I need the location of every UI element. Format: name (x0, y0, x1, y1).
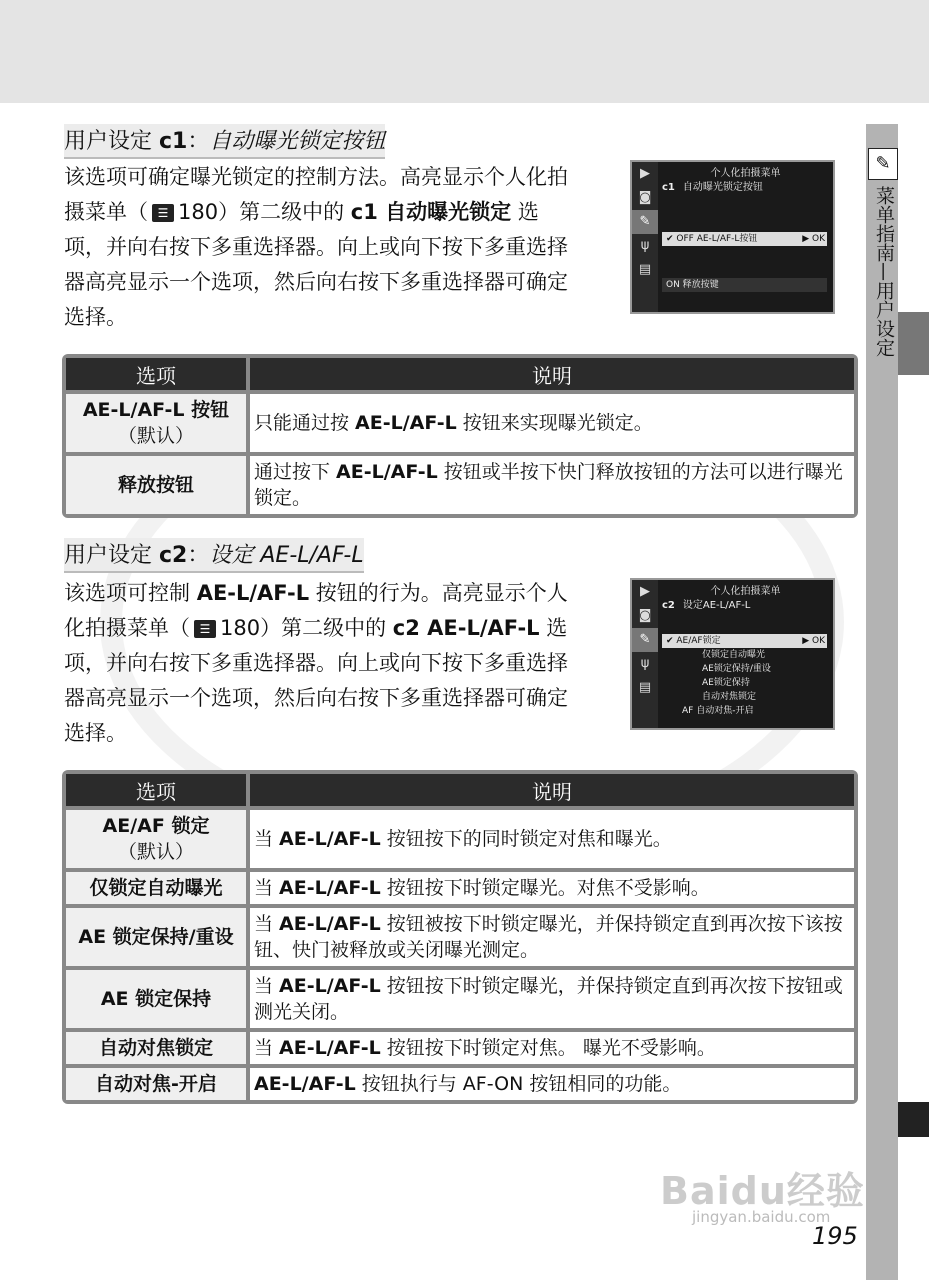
pencil-icon: ✎ (632, 210, 658, 234)
menu-row[interactable] (662, 278, 827, 292)
option-text: AE 锁定保持/重设 (78, 926, 234, 948)
page-ref: 180 (220, 616, 261, 640)
default-marker: （默认） (117, 425, 194, 447)
list-icon: ▤ (638, 262, 652, 277)
title-sep: ： (187, 129, 210, 154)
option-cell (66, 1032, 246, 1064)
text: 选项，并向右按下多重选择器。向上或向下按下多重选择器高亮显示一个选项，然后向右按下多重选择器可确定选择。 (64, 200, 568, 329)
table-row (66, 908, 854, 966)
col-header-option: 选项 (66, 358, 246, 390)
table-row (66, 872, 854, 904)
title-sep: ： (187, 543, 210, 568)
title-code: c1 (159, 129, 188, 154)
table-row (66, 394, 854, 452)
text: 按钮按下时锁定曝光。对焦不受影响。 (380, 877, 710, 899)
menu-row-text: AE锁定保持 (702, 678, 750, 688)
section2-table (62, 770, 858, 1104)
wrench-icon: ψ (640, 238, 650, 253)
menu-row-text: ✔ AE/AF锁定 (666, 636, 721, 646)
wrench-icon: ψ (640, 656, 650, 671)
text: 只能通过按 (254, 412, 356, 434)
option-text: AE/AF 锁定 (102, 815, 210, 837)
menu-subtitle-text: 设定AE-L/AF-L (682, 600, 751, 611)
text: 按钮被按下时锁定曝光，并保持锁定直到再次按下该按钮、快门被释放或关闭曝光测定。 (254, 913, 843, 961)
button-name: AE-L/AF-L (279, 975, 381, 997)
menu-code: c2 (662, 600, 675, 611)
text: 当 (254, 913, 280, 935)
text: 按钮或半按下快门释放按钮的方法可以进行曝光锁定。 (254, 461, 843, 509)
menu-row[interactable] (662, 634, 827, 648)
camera-menu-screen (630, 160, 835, 314)
menu-row[interactable] (662, 662, 827, 676)
option-text: 自动对焦锁定 (98, 1037, 213, 1059)
side-tab-label: 菜单指南—用户设定 (873, 186, 895, 357)
button-name: AE-L/AF-L (279, 828, 381, 850)
playback-icon: ▶ (640, 584, 650, 599)
button-name: AE-L/AF-L (279, 1037, 381, 1059)
text: ）第二级中的 (260, 616, 393, 640)
header-band (0, 0, 929, 103)
title-prefix: 用户设定 (64, 543, 159, 568)
desc-cell (250, 456, 854, 514)
text: 按钮执行与 AF-ON 按钮相同的功能。 (355, 1073, 682, 1095)
option-text: 自动对焦-开启 (95, 1073, 217, 1095)
section1-table (62, 354, 858, 518)
camera-icon: ◙ (638, 608, 652, 623)
menu-row[interactable] (662, 648, 827, 662)
title-code: c2 (159, 543, 188, 568)
text: 当 (254, 877, 280, 899)
text: 按钮的行为。高亮显示个人化拍摄菜单（ (64, 581, 568, 640)
menu-row[interactable] (662, 232, 827, 246)
text: 当 (254, 1037, 280, 1059)
pencil-icon: ✎ (632, 628, 658, 652)
ok-indicator: ▶ OK (802, 636, 825, 646)
text: 按钮按下时锁定曝光，并保持锁定直到再次按下按钮或测光关闭。 (254, 975, 843, 1023)
page-marker (898, 1102, 929, 1137)
menu-code: c1 (662, 182, 675, 193)
option-cell (66, 810, 246, 868)
button-name: AE-L/AF-L (279, 877, 381, 899)
page-number: 195 (812, 1222, 858, 1250)
page-ref-icon: ☰ (194, 620, 216, 638)
option-text: 释放按钮 (117, 474, 194, 496)
text: 该选项可确定曝光锁定的控制方法。高亮显示个人化拍摄菜单（ (64, 165, 568, 224)
title-name: 自动曝光锁定按钮 (209, 129, 386, 154)
desc-cell (250, 1032, 854, 1064)
menu-tab-column (632, 162, 658, 312)
text: 通过按下 (254, 461, 337, 483)
menu-row[interactable] (662, 676, 827, 690)
page-ref: 180 (178, 200, 219, 224)
text: 按钮按下的同时锁定对焦和曝光。 (380, 828, 672, 850)
menu-subtitle-text: 自动曝光锁定按钮 (682, 182, 763, 193)
table-row (66, 1032, 854, 1064)
playback-icon: ▶ (640, 166, 650, 181)
menu-row-text: 自动对焦锁定 (702, 692, 757, 702)
option-name: c2 AE-L/AF-L (392, 616, 540, 640)
desc-cell (250, 810, 854, 868)
option-cell (66, 872, 246, 904)
menu-title: 个人化拍摄菜单 (710, 586, 781, 597)
camera-icon: ◙ (638, 190, 652, 205)
button-name: AE-L/AF-L (355, 412, 457, 434)
text: ）第二级中的 (218, 200, 351, 224)
baidu-watermark-url: jingyan.baidu.com (692, 1208, 831, 1226)
title-prefix: 用户设定 (64, 129, 159, 154)
col-header-desc: 说明 (250, 358, 854, 390)
menu-subtitle (662, 178, 829, 193)
menu-tab-column (632, 580, 658, 728)
menu-row-text: ✔ OFF AE-L/AF-L按钮 (666, 234, 758, 244)
menu-row[interactable] (662, 690, 827, 704)
option-cell (66, 908, 246, 966)
menu-row[interactable] (662, 704, 827, 718)
section2-paragraph (64, 576, 580, 751)
table-row (66, 970, 854, 1028)
button-name: AE-L/AF-L (279, 913, 381, 935)
baidu-watermark-logo: Baidu经验 (660, 1169, 865, 1213)
text: 按钮按下时锁定对焦。 曝光不受影响。 (380, 1037, 716, 1059)
col-header-desc: 说明 (250, 774, 854, 806)
menu-row-text: AE锁定保持/重设 (702, 664, 771, 674)
title-name: 设定 AE-L/AF-L (209, 543, 364, 568)
button-name: AE-L/AF-L (254, 1073, 356, 1095)
col-header-option: 选项 (66, 774, 246, 806)
menu-row-text: ON 释放按键 (666, 280, 719, 290)
button-name: AE-L/AF-L (336, 461, 438, 483)
desc-cell (250, 394, 854, 452)
desc-cell (250, 872, 854, 904)
menu-title: 个人化拍摄菜单 (710, 168, 781, 179)
text: 当 (254, 828, 280, 850)
text: 按钮来实现曝光锁定。 (456, 412, 653, 434)
desc-cell (250, 1068, 854, 1100)
text: 当 (254, 975, 280, 997)
table-row (66, 810, 854, 868)
desc-cell (250, 970, 854, 1028)
page-ref-icon: ☰ (152, 204, 174, 222)
text: 该选项可控制 (64, 581, 197, 605)
table-row (66, 456, 854, 514)
menu-row-text: 仅锁定自动曝光 (702, 650, 766, 660)
option-cell (66, 394, 246, 452)
ok-indicator: ▶ OK (802, 234, 825, 244)
pencil-icon: ✎ (868, 148, 898, 180)
option-text: AE 锁定保持 (100, 988, 212, 1010)
table-row (66, 1068, 854, 1100)
button-name: AE-L/AF-L (196, 581, 310, 605)
menu-row-text: AF 自动对焦-开启 (682, 706, 754, 716)
option-cell (66, 970, 246, 1028)
menu-subtitle (662, 596, 829, 611)
list-icon: ▤ (638, 680, 652, 695)
text: 选项，并向右按下多重选择器。向上或向下按下多重选择器高亮显示一个选项，然后向右按下多重选择器可确定选择。 (64, 616, 568, 745)
option-cell (66, 1068, 246, 1100)
desc-cell (250, 908, 854, 966)
option-text: AE-L/AF-L 按钮 (82, 399, 230, 421)
section1-paragraph (64, 160, 580, 335)
option-text: 仅锁定自动曝光 (89, 877, 223, 899)
option-name: c1 自动曝光锁定 (350, 200, 512, 224)
option-cell (66, 456, 246, 514)
section1-title (64, 124, 385, 159)
default-marker: （默认） (117, 841, 194, 863)
camera-menu-screen (630, 578, 835, 730)
chapter-marker (898, 312, 929, 375)
section2-title (64, 538, 364, 573)
